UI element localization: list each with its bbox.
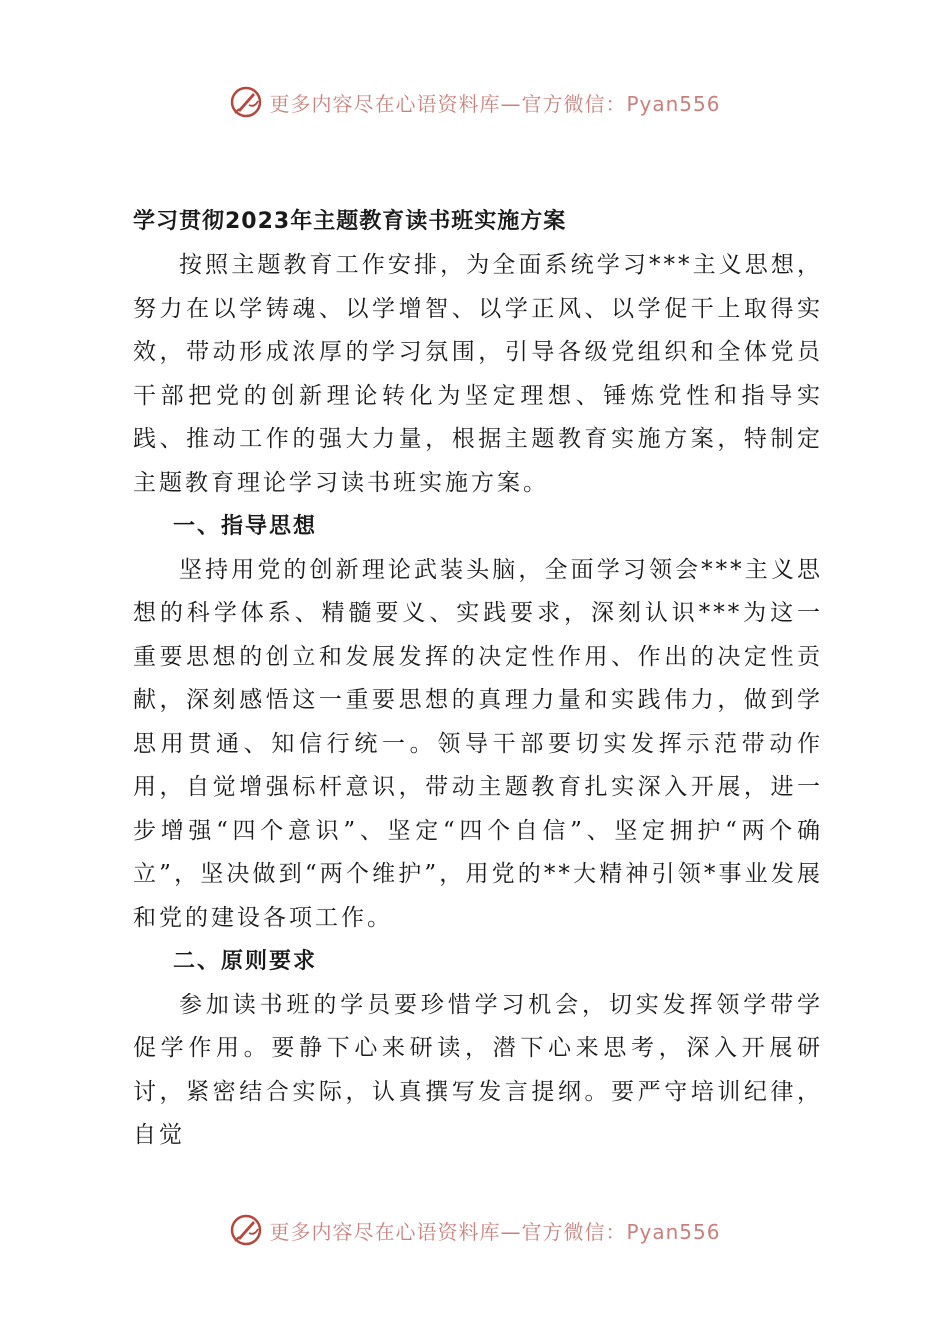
quill-pen-logo-icon xyxy=(229,85,263,119)
document-title: 学习贯彻2023年主题教育读书班实施方案 xyxy=(133,209,567,234)
document-body xyxy=(133,200,823,1158)
watermark-text: 更多内容尽在心语资料库—官方微信：Pyan556 xyxy=(269,91,721,116)
section-heading-principles: 二、原则要求 xyxy=(173,949,318,974)
watermark-text: 更多内容尽在心语资料库—官方微信：Pyan556 xyxy=(269,1219,721,1244)
bottom-watermark-banner xyxy=(0,1210,950,1250)
top-watermark-banner xyxy=(0,82,950,122)
intro-paragraph: 按照主题教育工作安排，为全面系统学习***主义思想，努力在以学铸魂、以学增智、以学正风、以学促干上取得实效，带动形成浓厚的学习氛围，引导各级党组织和全体党员干部把党的创新理论转化为坚定理想、锤炼党性和指导实践、推动工作的强大力量，根据主题教育实施方案，特制定主题教育理论学习读书班实施方案。 xyxy=(133,252,823,496)
quill-pen-logo-icon xyxy=(229,1213,263,1247)
section-heading-guiding-ideology: 一、指导思想 xyxy=(173,514,318,539)
section-body-guiding-ideology: 坚持用党的创新理论武装头脑，全面学习领会***主义思想的科学体系、精髓要义、实践要求，深刻认识***为这一重要思想的创立和发展发挥的决定性作用、作出的决定性贡献，深刻感悟这一重要思想的真理力量和实践伟力，做到学思用贯通、知信行统一。领导干部要切实发挥示范带动作用，自觉增强标杆意识，带动主题教育扎实深入开展，进一步增强“四个意识”、坚定“四个自信”、坚定拥护“两个确立”，坚决做到“两个维护”，用党的**大精神引领*事业发展和党的建设各项工作。 xyxy=(133,556,823,931)
section-body-principles: 参加读书班的学员要珍惜学习机会，切实发挥领学带学促学作用。要静下心来研读，潜下心来思考，深入开展研讨，紧密结合实际，认真撰写发言提纲。要严守培训纪律，自觉 xyxy=(133,991,823,1148)
